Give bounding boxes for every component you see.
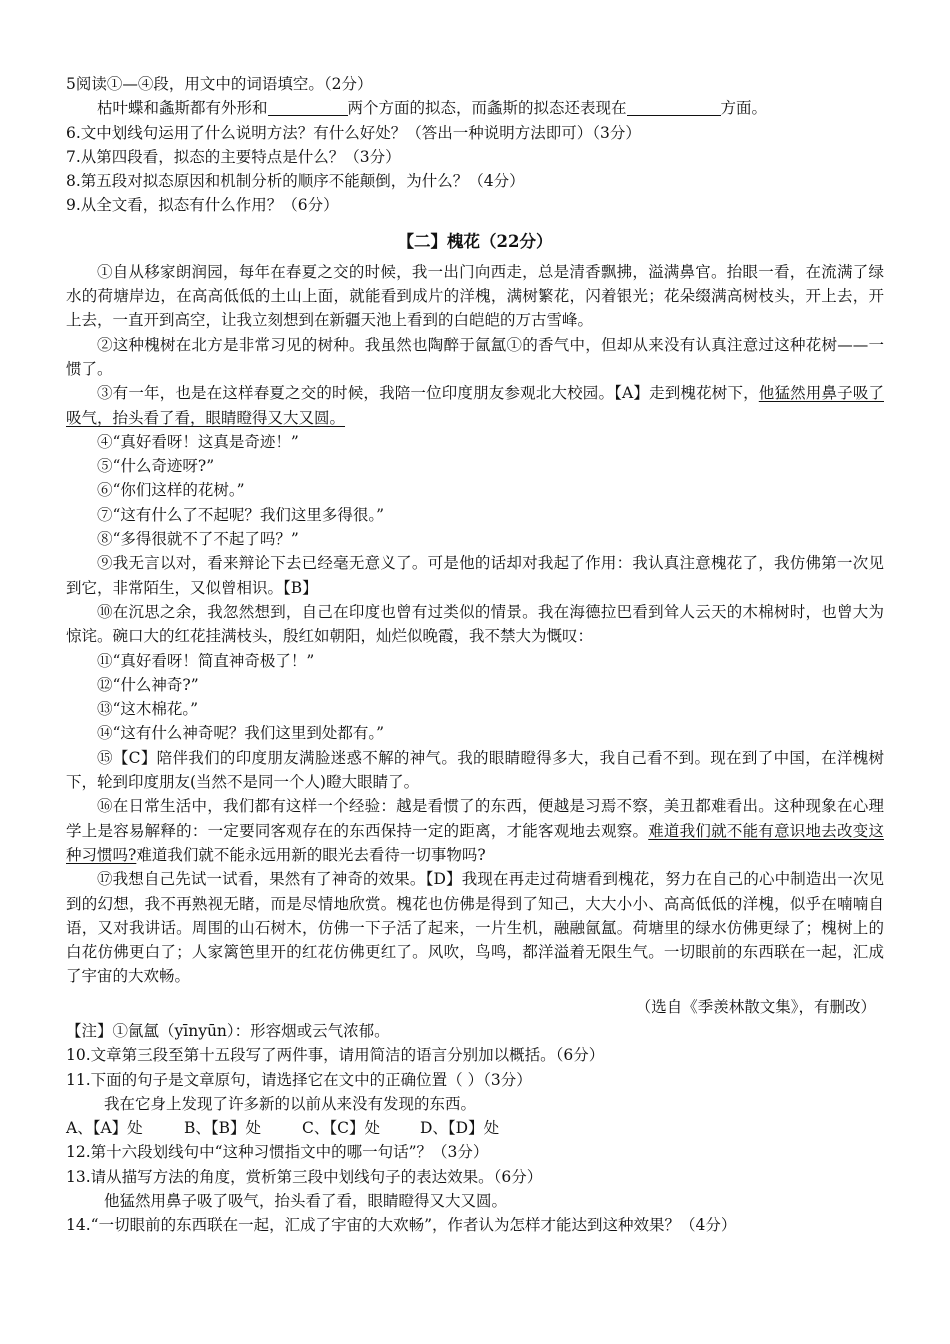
paragraph-2: ②这种槐树在北方是非常习见的树种。我虽然也陶醉于氤氲①的香气中，但却从来没有认真注意过这种花树——一惯了。 — [66, 335, 884, 378]
paragraph-6: ⑥“你们这样的花树。” — [97, 481, 245, 500]
question-11: 11.下面的句子是文章原句，请选择它在文中的正确位置（ ）（3分） — [66, 1070, 532, 1089]
question-11-options — [66, 1116, 884, 1140]
question-13-sentence: 他猛然用鼻子吸了吸气，抬头看了看，眼睛瞪得又大又圆。 — [104, 1192, 508, 1211]
paragraph-14: ⑭“这有什么神奇呢？我们这里到处都有。” — [97, 724, 385, 743]
question-5-fill — [66, 96, 884, 120]
fill-text-a: 枯叶蝶和螽斯都有外形和 — [97, 99, 268, 118]
fill-text-c: 方面。 — [720, 99, 768, 118]
question-14: 14.“一切眼前的东西联在一起，汇成了宇宙的大欢畅”，作者认为怎样才能达到这种效果？（4分） — [66, 1216, 737, 1235]
paragraph-10: ⑩在沉思之余，我忽然想到，自己在印度也曾有过类似的情景。我在海德拉巴看到耸人云天的木棉树时，也曾大为惊诧。碗口大的红花挂满枝头，殷红如朝阳，灿烂似晚霞，我不禁大为慨叹： — [66, 602, 884, 646]
paragraph-12: ⑫“什么神奇?” — [97, 675, 199, 694]
question-6: 6.文中划线句运用了什么说明方法？有什么好处？（答出一种说明方法即可）（3分） — [66, 123, 641, 142]
option-a[interactable]: A、【A】处 — [66, 1119, 143, 1138]
paragraph-3-text: ③有一年，也是在这样春夏之交的时候，我陪一位印度朋友参观北大校园。【A】走到槐花树下， — [97, 384, 759, 403]
question-11-sentence: 我在它身上发现了许多新的以前从来没有发现的东西。 — [104, 1094, 477, 1113]
answer-blank-1[interactable] — [268, 99, 348, 116]
paragraph-8: ⑧“多得很就不了不起了吗？” — [97, 530, 299, 549]
paragraph-7: ⑦“这有什么了不起呢？我们这里多得很。” — [97, 505, 385, 524]
paragraph-16-tail: 难道我们就不能永远用新的眼光去看待一切事物吗? — [136, 845, 486, 864]
question-9: 9.从全文看，拟态有什么作用？（6分） — [66, 196, 339, 215]
paragraph-17: ⑰我想自己先试一试看，果然有了神奇的效果。【D】我现在再走过荷塘看到槐花，努力在自己的心中制造出一次见到的幻想，我不再熟视无睹，而是尽情地欣赏。槐花也仿佛是得到了知己，大大小小、高高低低的洋槐，似乎在喃喃自语，又对我讲话。周围的山石树木，仿佛一下子活了起来，一片生机，融融氤氲。荷塘里的绿水仿佛更绿了；槐树上的白花仿佛更白了；人家篱笆里开的红花仿佛更红了。风吹，鸟鸣，都洋溢着无限生气。一切眼前的东西联在一起，汇成了宇宙的大欢畅。 — [66, 870, 884, 986]
paragraph-15: ⑮【C】陪伴我们的印度朋友满脸迷惑不解的神气。我的眼睛瞪得多大，我自己看不到。现在到了中国，在洋槐树下，轮到印度朋友(当然不是同一个人)瞪大眼睛了。 — [66, 748, 884, 792]
fill-text-b: 两个方面的拟态，而螽斯的拟态还表现在 — [347, 99, 627, 118]
option-d[interactable]: D、【D】处 — [420, 1119, 500, 1138]
source-citation: （选自《季羡林散文集》，有删改） — [635, 997, 876, 1016]
question-13: 13.请从描写方法的角度，赏析第三段中划线句子的表达效果。（6分） — [66, 1167, 543, 1186]
paragraph-11: ⑪“真好看呀！简直神奇极了！” — [97, 651, 315, 670]
option-b[interactable]: B、【B】处 — [184, 1119, 262, 1138]
section-title: 【二】槐花（22分） — [397, 231, 553, 251]
question-8: 8.第五段对拟态原因和机制分析的顺序不能颠倒，为什么？（4分） — [66, 172, 525, 191]
option-c[interactable]: C、【C】处 — [302, 1119, 380, 1138]
paragraph-1: ①自从移家朗润园，每年在春夏之交的时候，我一出门向西走，总是清香飘拂，溢满鼻官。抬眼一看，在流满了绿水的荷塘岸边，在高高低低的土山上面，就能看到成片的洋槐，满树繁花，闪着银光；花朵缀满高树枝头，开上去，开上去，一直开到高空，让我立刻想到在新疆天池上看到的白皑皑的万古雪峰。 — [66, 262, 884, 330]
question-7: 7.从第四段看，拟态的主要特点是什么？（3分） — [66, 147, 401, 166]
paragraph-16 — [66, 794, 884, 867]
footnote: 【注】①氤氲（yīnyūn）：形容烟或云气浓郁。 — [66, 1021, 390, 1040]
question-5: 5阅读①—④段，用文中的词语填空。（2分） — [66, 75, 373, 93]
question-12: 12.第十六段划线句中“这种习惯指文中的哪一句话”？（3分） — [66, 1143, 489, 1162]
paragraph-5: ⑤“什么奇迹呀?” — [97, 457, 215, 476]
underlined-sentence-p16: 难道我们就不能有意识地去改变这种习惯吗? — [66, 821, 884, 864]
paragraph-16-text: ⑯在日常生活中，我们都有这样一个经验：越是看惯了的东西，便越是习焉不察，美丑都难看出。这种现象在心理学上是容易解释的：一定要同客观存在的东西保持一定的距离，才能客观地去观察。 — [66, 797, 884, 840]
underlined-sentence-p3: 他猛然用鼻子吸了吸气，抬头看了看，眼睛瞪得又大又圆。 — [66, 384, 884, 427]
paragraph-9: ⑨我无言以对，看来辩论下去已经毫无意义了。可是他的话却对我起了作用：我认真注意槐花了，我仿佛第一次见到它，非常陌生，又似曾相识。【B】 — [66, 554, 884, 597]
question-10: 10.文章第三段至第十五段写了两件事，请用简洁的语言分别加以概括。（6分） — [66, 1046, 605, 1065]
paragraph-4: ④“真好看呀！这真是奇迹！” — [97, 432, 299, 451]
answer-blank-2[interactable] — [627, 99, 721, 116]
paragraph-13: ⑬“这木棉花。” — [97, 700, 199, 719]
paragraph-3 — [66, 381, 884, 430]
